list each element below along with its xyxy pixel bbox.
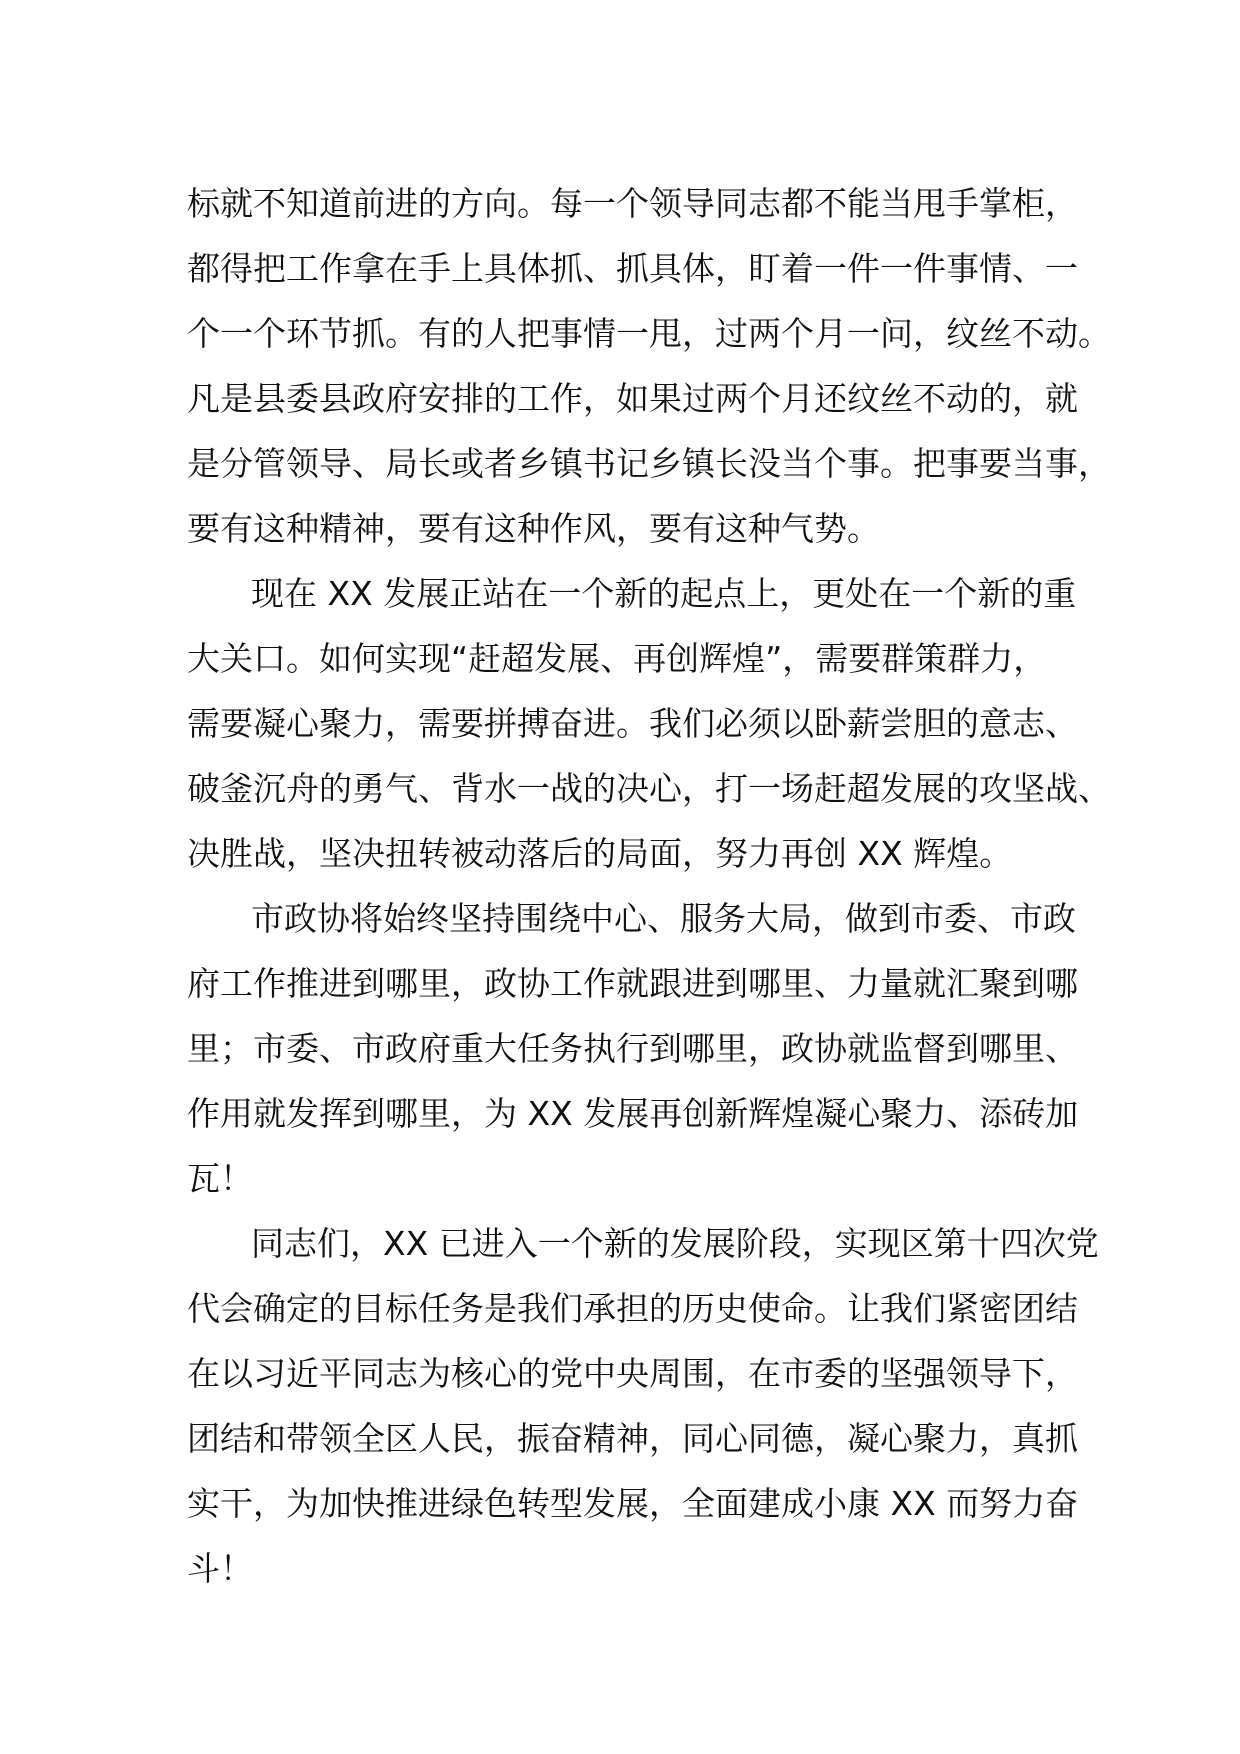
text-line: 瓦！ [187,1159,253,1198]
text-line: 是分管领导、局长或者乡镇书记乡镇长没当个事。把事要当事， [187,444,1111,483]
text-line: 里；市委、市政府重大任务执行到哪里，政协就监督到哪里、 [187,1029,1078,1068]
text-line: 破釜沉舟的勇气、背水一战的决心，打一场赶超发展的攻坚战、 [187,769,1111,808]
text-line: 决胜战，坚决扭转被动落后的局面，努力再创 XX 辉煌。 [187,834,1013,873]
text-line: 大关口。如何实现“赶超发展、再创辉煌”，需要群策群力， [187,639,1047,678]
text-line: 市政协将始终坚持围绕中心、服务大局，做到市委、市政 [251,899,1076,938]
text-line: 个一个环节抓。有的人把事情一甩，过两个月一问，纹丝不动。 [187,314,1111,353]
text-line: 需要凝心聚力，需要拼搏奋进。我们必须以卧薪尝胆的意志、 [187,704,1078,743]
text-line: 同志们，XX 已进入一个新的发展阶段，实现区第十四次党 [251,1224,1099,1263]
document-body [187,171,1111,1601]
text-line: 在以习近平同志为核心的党中央周围，在市委的坚强领导下， [187,1354,1078,1393]
text-line: 作用就发挥到哪里，为 XX 发展再创新辉煌凝心聚力、添砖加 [187,1094,1079,1133]
text-line: 现在 XX 发展正站在一个新的起点上，更处在一个新的重 [251,574,1077,613]
text-line: 府工作推进到哪里，政协工作就跟进到哪里、力量就汇聚到哪 [187,964,1078,1003]
text-line: 要有这种精神，要有这种作风，要有这种气势。 [187,509,880,548]
text-line: 代会确定的目标任务是我们承担的历史使命。让我们紧密团结 [187,1289,1078,1328]
text-line: 实干，为加快推进绿色转型发展，全面建成小康 XX 而努力奋 [187,1484,1079,1523]
text-line: 标就不知道前进的方向。每一个领导同志都不能当甩手掌柜， [187,184,1078,223]
text-line: 斗！ [187,1549,253,1588]
paragraph [187,886,1087,1211]
text-line: 凡是县委县政府安排的工作，如果过两个月还纹丝不动的，就 [187,379,1078,418]
paragraph [187,1211,1099,1601]
text-line: 团结和带领全区人民，振奋精神，同心同德，凝心聚力，真抓 [187,1419,1078,1458]
paragraph [187,171,1111,561]
text-line: 都得把工作拿在手上具体抓、抓具体，盯着一件一件事情、一 [187,249,1078,288]
paragraph [187,561,1111,886]
